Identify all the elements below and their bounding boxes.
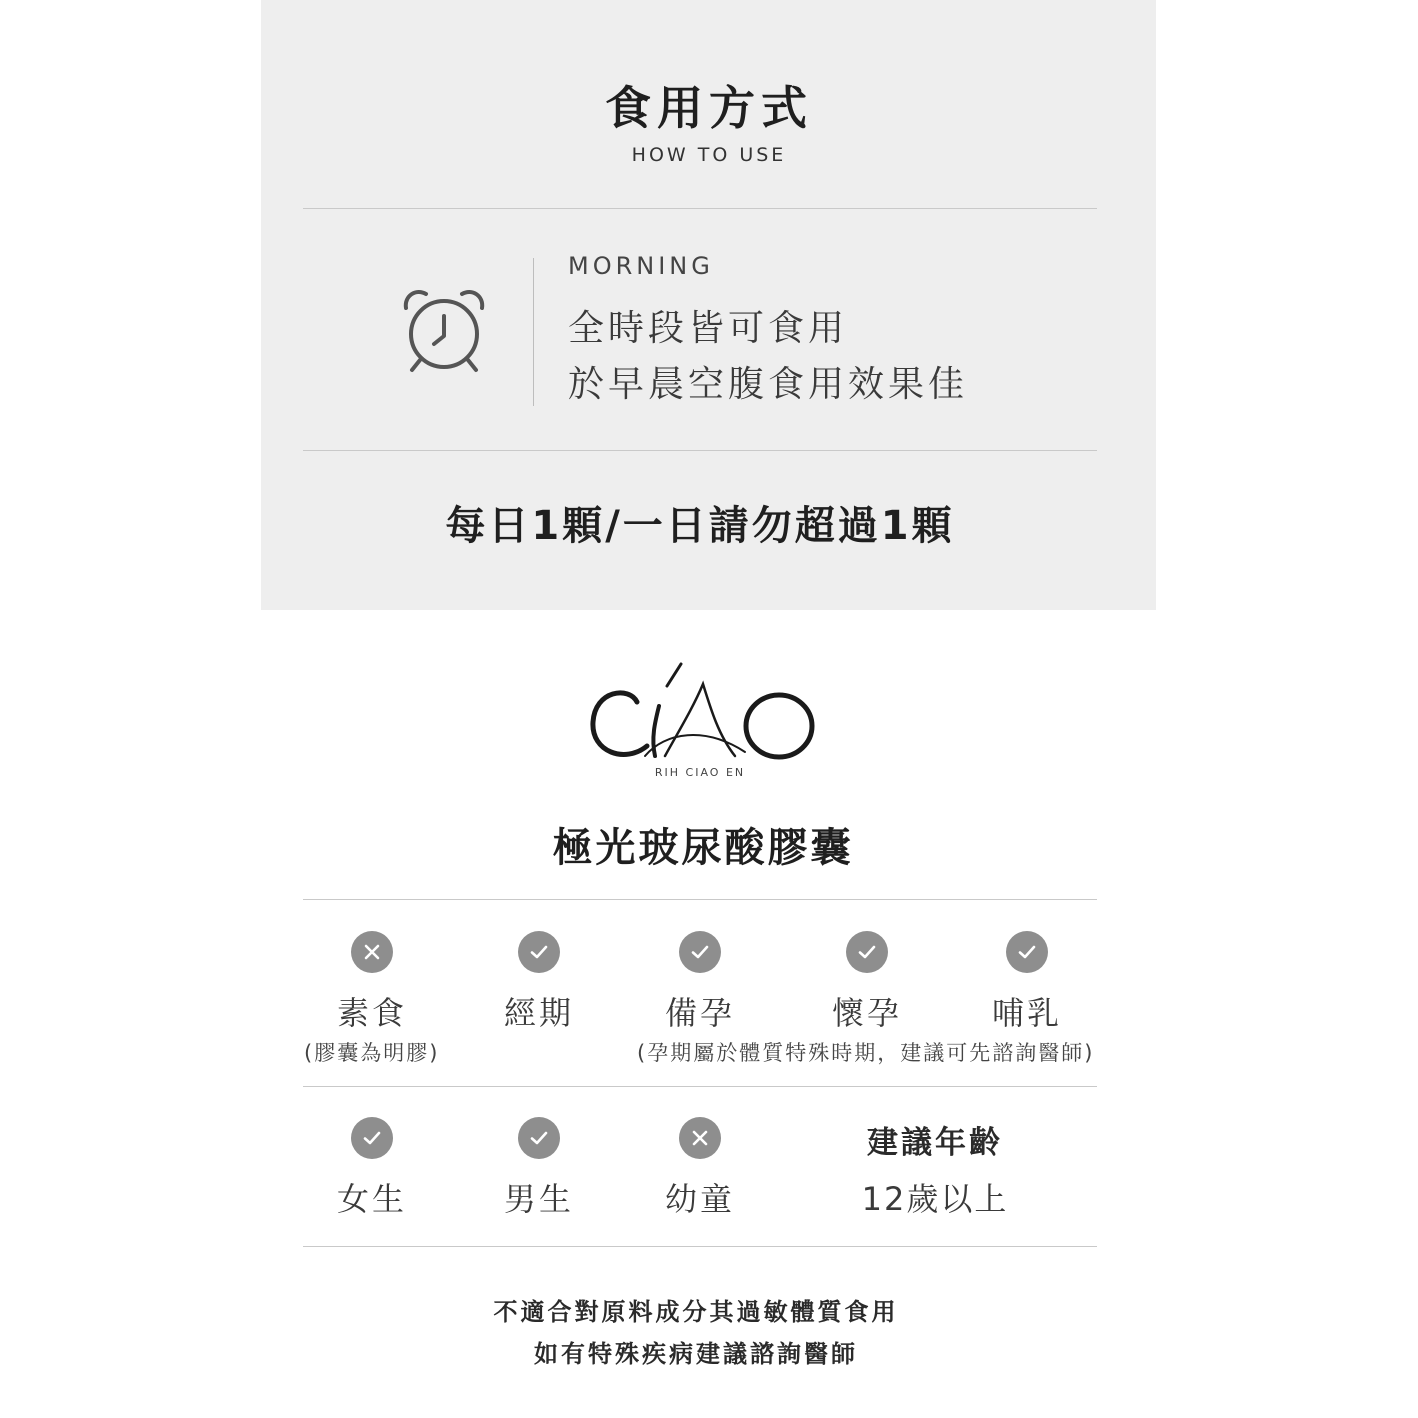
- category-label-children: 幼童: [664, 1180, 735, 1218]
- alarm-clock-icon: [398, 286, 490, 378]
- category-label-menstruation: 經期: [503, 994, 574, 1032]
- pregnancy-note: (孕期屬於體質特殊時期，建議可先諮詢醫師): [637, 1041, 1095, 1065]
- vegetarian-note: (膠囊為明膠): [304, 1041, 440, 1065]
- check-icon: [518, 931, 560, 973]
- timing-text-line-2: 於早晨空腹食用效果佳: [568, 364, 969, 405]
- divider: [303, 208, 1097, 209]
- check-icon: [1006, 931, 1048, 973]
- age-value: 12歲以上: [861, 1180, 1009, 1218]
- category-label-female: 女生: [336, 1180, 407, 1218]
- category-label-pregnancy: 懷孕: [831, 994, 902, 1032]
- category-label-preconception: 備孕: [664, 994, 735, 1032]
- footer-warning-line-1: 不適合對原料成分其過敏體質食用: [493, 1298, 899, 1326]
- divider: [303, 899, 1097, 900]
- check-icon: [351, 1117, 393, 1159]
- divider: [303, 1246, 1097, 1247]
- brand-subtitle: RIH CIAO EN: [654, 766, 746, 779]
- check-icon: [846, 931, 888, 973]
- x-icon: [679, 1117, 721, 1159]
- check-icon: [518, 1117, 560, 1159]
- category-label-vegetarian: 素食: [336, 994, 407, 1032]
- dosage-text: 每日1顆/一日請勿超過1顆: [445, 503, 955, 549]
- x-icon: [351, 931, 393, 973]
- brand-logo: [585, 660, 821, 770]
- divider: [303, 1086, 1097, 1087]
- how-to-use-subtitle: HOW TO USE: [631, 144, 787, 166]
- category-label-breastfeeding: 哺乳: [991, 994, 1062, 1032]
- vertical-divider: [533, 258, 534, 406]
- check-icon: [679, 931, 721, 973]
- time-label: MORNING: [568, 252, 714, 280]
- how-to-use-title: 食用方式: [605, 81, 813, 135]
- category-label-male: 男生: [503, 1180, 574, 1218]
- product-name: 極光玻尿酸膠囊: [552, 825, 854, 871]
- divider: [303, 450, 1097, 451]
- footer-warning-line-2: 如有特殊疾病建議諮詢醫師: [534, 1340, 858, 1368]
- timing-text-line-1: 全時段皆可食用: [568, 308, 849, 349]
- age-title: 建議年齡: [867, 1125, 1003, 1161]
